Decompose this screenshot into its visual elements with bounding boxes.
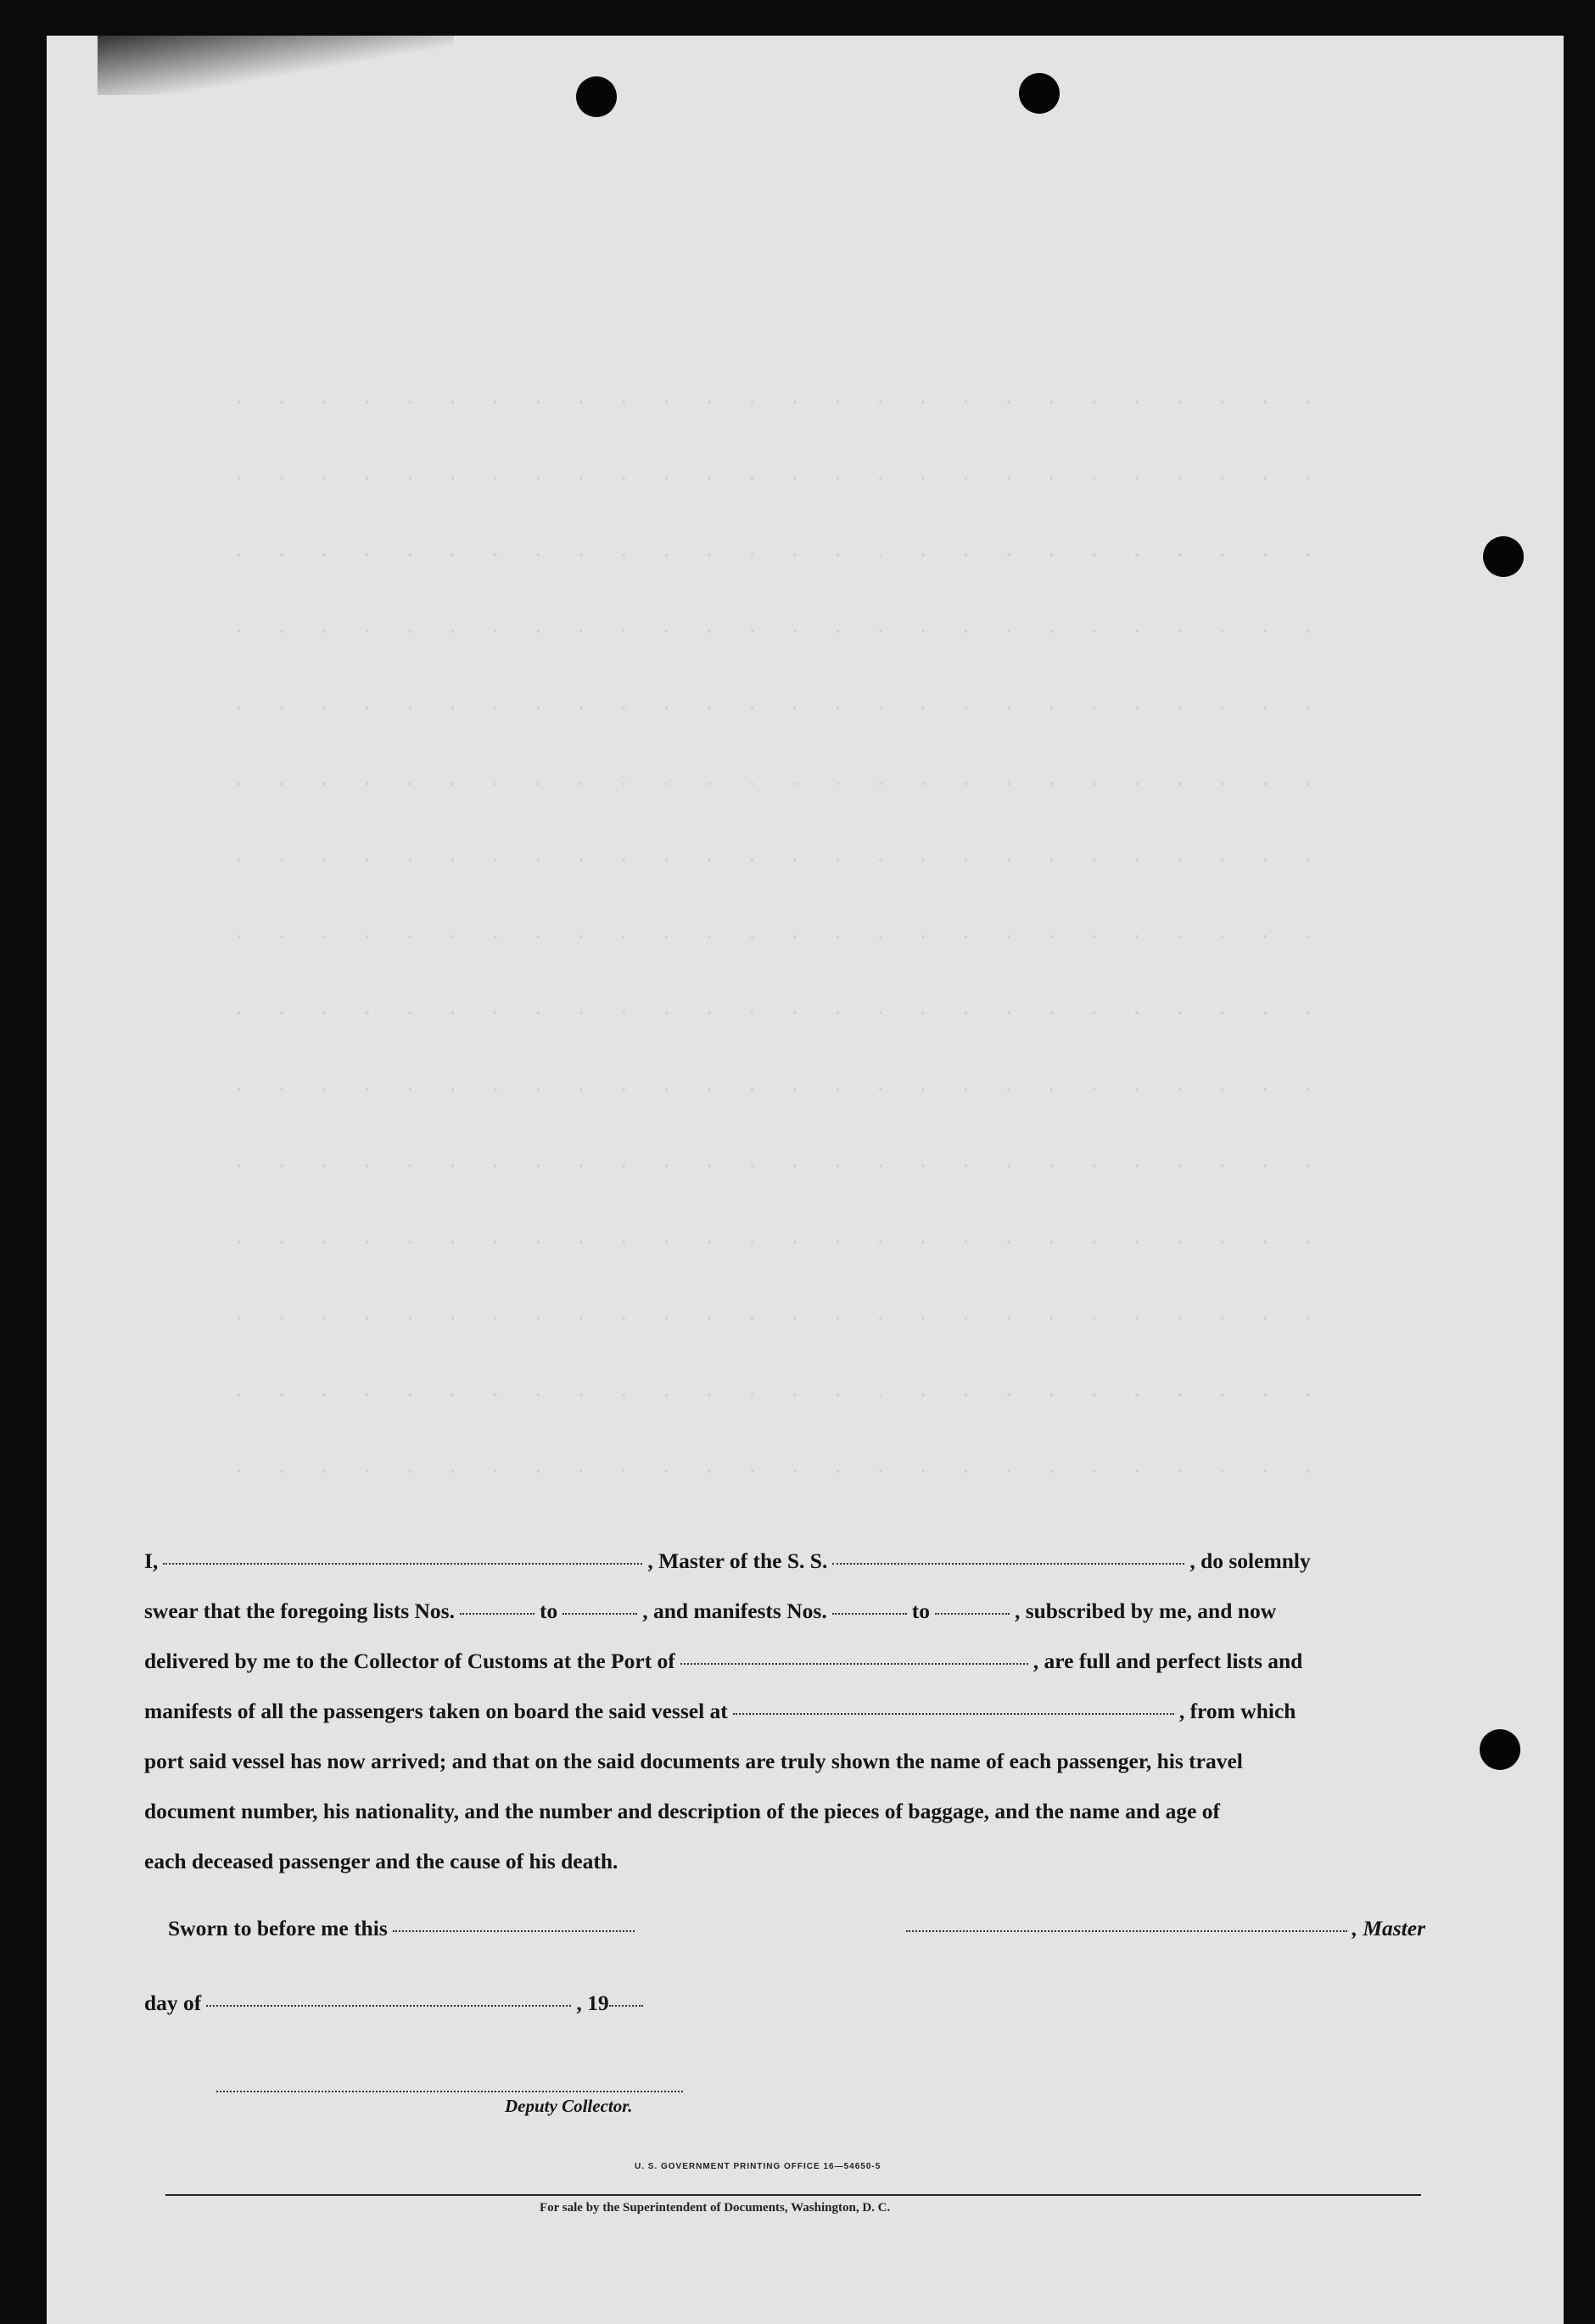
- oath-line: [144, 1736, 1425, 1786]
- oath-text: , subscribed by me, and now: [1014, 1599, 1277, 1623]
- deputy-collector-label: Deputy Collector.: [505, 2096, 633, 2116]
- oath-line: [144, 1536, 1425, 1586]
- lists-from-blank[interactable]: [460, 1613, 534, 1615]
- sale-note: For sale by the Superintendent of Documents, Washington, D. C.: [540, 2201, 891, 2215]
- oath-text: manifests of all the passengers taken on board the said vessel at: [144, 1699, 728, 1723]
- punch-hole: [576, 76, 617, 117]
- month-blank[interactable]: [206, 2005, 571, 2007]
- sworn-line: [168, 1916, 1425, 1941]
- bleed-through: · · · · · · · · · · · · · · · · · · · · · · · · · ·: [233, 1079, 1324, 1100]
- bleed-through: · · · · · · · · · · · · · · · · · · · · · · · · · ·: [233, 774, 1324, 795]
- printing-office-note: U. S. GOVERNMENT PRINTING OFFICE 16—54650-5: [635, 2162, 881, 2171]
- bleed-through: · · · · · · · · · · · · · · · · · · · · · · · · · ·: [233, 392, 1324, 413]
- bleed-through: · · · · · · · · · · · · · · · · · · · · · · · · · ·: [233, 545, 1324, 566]
- punch-hole: [1480, 1729, 1520, 1770]
- oath-text: to: [911, 1599, 930, 1623]
- bleed-through: · · · · · · · · · · · · · · · · · · · · · · · · · ·: [233, 468, 1324, 490]
- oath-text: , from which: [1178, 1699, 1296, 1723]
- oath-paragraph: [144, 1536, 1425, 1886]
- port-blank[interactable]: [680, 1663, 1028, 1665]
- bleed-through: · · · · · · · · · · · · · · · · · · · · · · · · · ·: [233, 697, 1324, 719]
- year-label: , 19: [576, 1991, 609, 2015]
- document-page: [47, 36, 1564, 2324]
- manifests-to-blank[interactable]: [935, 1613, 1010, 1615]
- punch-hole: [1019, 73, 1060, 114]
- bleed-through: · · · · · · · · · · · · · · · · · · · · · · · · · ·: [233, 1003, 1324, 1024]
- oath-text: I,: [144, 1548, 159, 1573]
- oath-text: swear that the foregoing lists Nos.: [144, 1599, 455, 1623]
- bleed-through: · · · · · · · · · · · · · · · · · · · · · · · · · ·: [233, 1385, 1324, 1406]
- master-name-blank[interactable]: [163, 1563, 642, 1565]
- oath-text: delivered by me to the Collector of Customs at the Port of: [144, 1649, 675, 1673]
- manifests-from-blank[interactable]: [832, 1613, 907, 1615]
- bleed-through: · · · · · · · · · · · · · · · · · · · · · · · · · ·: [233, 1308, 1324, 1330]
- oath-text: , and manifests Nos.: [642, 1599, 827, 1623]
- punch-hole: [1483, 536, 1524, 577]
- master-signature-blank[interactable]: [906, 1930, 1347, 1932]
- lists-to-blank[interactable]: [562, 1613, 637, 1615]
- oath-line: [144, 1786, 1425, 1836]
- master-label: , Master: [1352, 1916, 1425, 1940]
- bleed-through: · · · · · · · · · · · · · · · · · · · · · · · · · ·: [233, 927, 1324, 948]
- oath-text: port said vessel has now arrived; and that on the said documents are truly shown the name of each passenger, his travel: [144, 1749, 1243, 1773]
- embark-port-blank[interactable]: [733, 1713, 1174, 1715]
- oath-line: [144, 1636, 1425, 1686]
- bleed-through: · · · · · · · · · · · · · · · · · · · · · · · · · ·: [233, 1156, 1324, 1177]
- oath-text: to: [539, 1599, 558, 1623]
- bleed-through: · · · · · · · · · · · · · · · · · · · · · · · · · ·: [233, 1461, 1324, 1482]
- oath-text: , are full and perfect lists and: [1033, 1649, 1303, 1673]
- oath-line: [144, 1686, 1425, 1736]
- oath-text: , do solemnly: [1189, 1548, 1311, 1573]
- oath-line: [144, 1836, 1425, 1886]
- year-blank[interactable]: [609, 2005, 643, 2007]
- oath-line: [144, 1586, 1425, 1636]
- oath-text: each deceased passenger and the cause of his death.: [144, 1849, 618, 1873]
- bleed-through: · · · · · · · · · · · · · · · · · · · · · · · · · ·: [233, 850, 1324, 871]
- sworn-day-blank[interactable]: [393, 1930, 635, 1932]
- oath-text: document number, his nationality, and the number and description of the pieces of baggage, and the name and age of: [144, 1799, 1221, 1823]
- oath-text: , Master of the S. S.: [647, 1548, 828, 1573]
- scan-smudge: [98, 36, 454, 95]
- bleed-through: · · · · · · · · · · · · · · · · · · · · · · · · · ·: [233, 621, 1324, 642]
- day-of-label: day of: [144, 1991, 202, 2015]
- deputy-signature-blank[interactable]: [216, 2091, 683, 2092]
- sworn-label: Sworn to before me this: [168, 1916, 388, 1940]
- footer-rule: [165, 2194, 1421, 2196]
- ship-name-blank[interactable]: [832, 1563, 1184, 1565]
- bleed-through: · · · · · · · · · · · · · · · · · · · · · · · · · ·: [233, 1232, 1324, 1253]
- day-of-line: [144, 1991, 648, 2016]
